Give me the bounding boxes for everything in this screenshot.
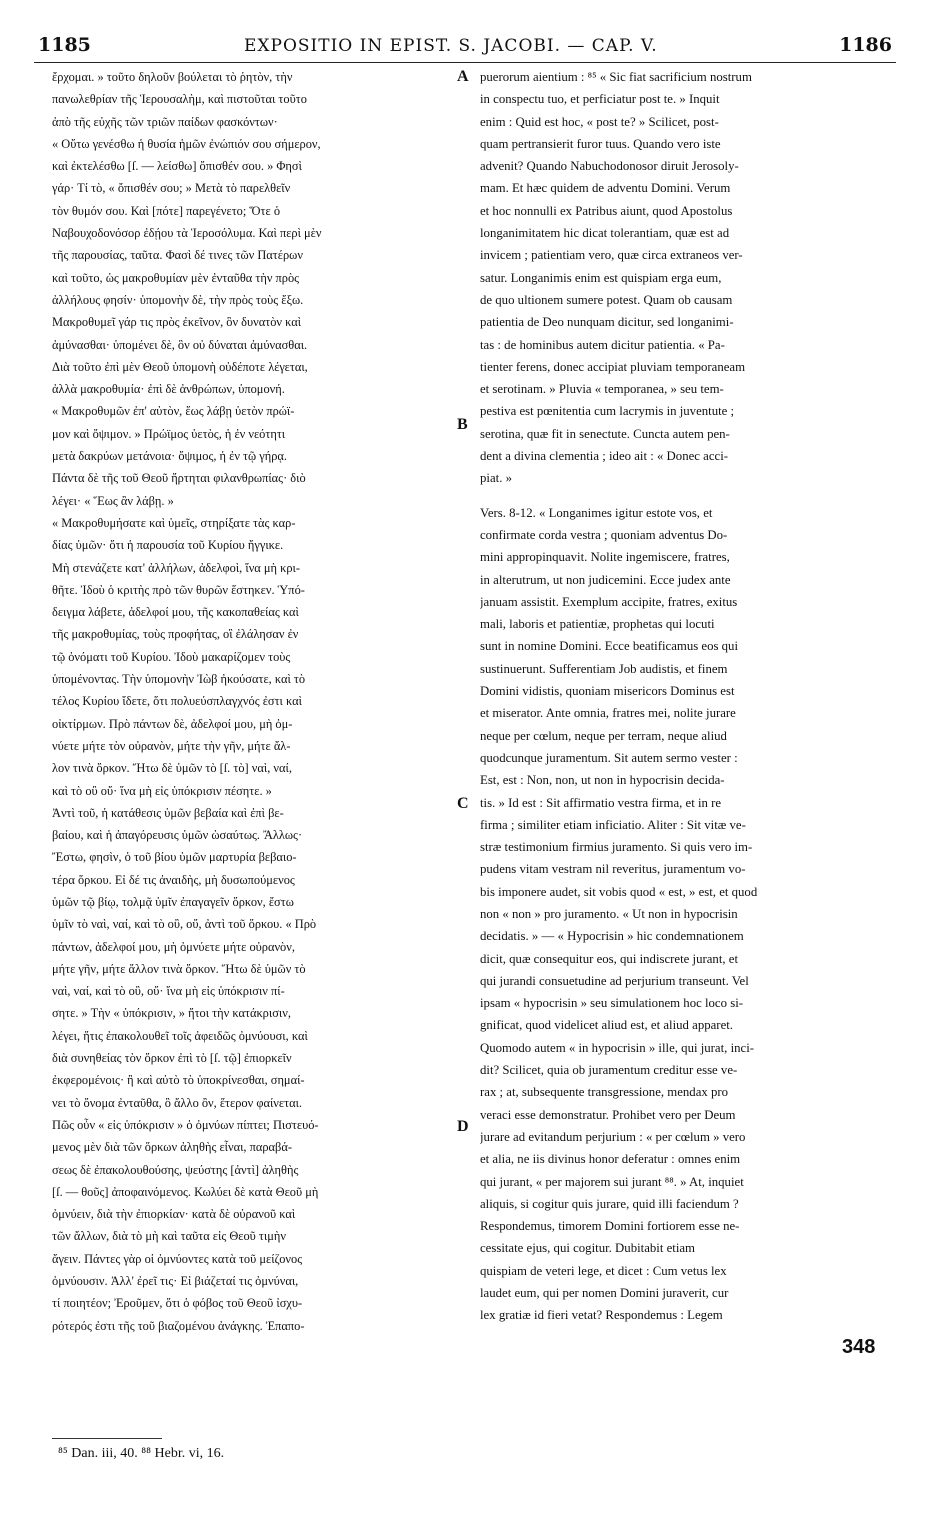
greek-text-line: τῶν ἄλλων, διὰ τὸ μὴ καὶ ταῦτα εἰς Θεοῦ τιμὴν <box>52 1229 286 1244</box>
greek-text-line: βαίου, καὶ ἡ ἀπαγόρευσις ὑμῶν ὡσαύτως. Ἄλλως· <box>52 828 303 843</box>
latin-text-line: dit? Scilicet, quia ob juramentum creditur esse ve- <box>480 1063 738 1078</box>
greek-text-line: ἀλλήλους φησίν· ὑπομονὴν δὲ, τὴν πρὸς τοὺς ἔξω. <box>52 292 304 307</box>
greek-text-line: μον καὶ ὄψιμον. » Πρώϊμος ὑετὸς, ἡ ἐν νεότητι <box>52 426 286 441</box>
margin-letter-a: A <box>457 68 469 85</box>
latin-text-line: Respondemus, timorem Domini fortiorem esse ne- <box>480 1219 740 1234</box>
page-number-right: 1186 <box>839 34 892 56</box>
latin-text-line: in conspectu tuo, et perficiatur post te. » Inquit <box>480 92 720 107</box>
latin-text-line: firma ; similiter etiam inficiatio. Aliter : Sit vitæ ve- <box>480 817 746 832</box>
greek-text-line: ρότερός ἐστι τῆς τοῦ βιαζομένου ἀνάγκης. Ἐπαπο- <box>52 1318 305 1333</box>
latin-text-line: tis. » Id est : Sit affirmatio vestra firma, et in re <box>480 795 722 810</box>
greek-text-line: θῆτε. Ἰδοὺ ὁ κριτὴς πρὸ τῶν θυρῶν ἕστηκεν. Ὑπό- <box>52 582 305 597</box>
latin-text-line: dicit, quæ consequitur eos, qui indiscrete jurant, et <box>480 951 739 966</box>
greek-text-line: νύετε μήτε τὸν οὐρανὸν, μήτε τὴν γῆν, μήτε ἄλ- <box>52 738 291 753</box>
latin-text-line: serotina, quæ fit in senectute. Cuncta autem pen- <box>480 426 730 441</box>
greek-text-line: Ἔστω, φησὶν, ὁ τοῦ βίου ὑμῶν μαρτυρία βεβαιο- <box>52 850 297 865</box>
footnotes: ⁸⁵ Dan. iii, 40. ⁸⁸ Hebr. vi, 16. <box>58 1446 225 1461</box>
latin-text-line: veraci esse demonstratur. Prohibet vero per Deum <box>480 1107 736 1122</box>
greek-text-line: τέρα ὅρκου. Εἰ δέ τις ἀναιδὴς, μὴ δυσωπούμενος <box>52 872 295 887</box>
column-number: 348 <box>842 1336 876 1358</box>
latin-text-line: qui jurant, « per majorem sui jurant ⁸⁸. » At, inquiet <box>480 1174 744 1189</box>
latin-text-line: Vers. 8-12. « Longanimes igitur estote vos, et <box>480 505 713 520</box>
latin-text-line: sustinuerunt. Sufferentiam Job audistis, et finem <box>480 661 728 676</box>
greek-text-line: λέγει· « Ἕως ἂν λάβῃ. » <box>52 493 174 508</box>
latin-text-line: Est, est : Non, non, ut non in hypocrisin decida- <box>480 773 725 788</box>
latin-text-line: tas : de hominibus autem dicitur patientia. « Pa- <box>480 337 725 352</box>
greek-column <box>52 66 460 1337</box>
latin-text-line: aliquis, si cogitur quis jurare, quid illi faciendum ? <box>480 1196 739 1211</box>
latin-text-line: et alia, ne iis divinus honor deferatur : omnes enim <box>480 1152 741 1167</box>
latin-text-line: Quomodo autem « in hypocrisin » ille, qui jurat, inci- <box>480 1040 755 1055</box>
greek-text-line: πάντων, ἀδελφοί μου, μὴ ὀμνύετε μήτε οὐρανὸν, <box>52 939 295 954</box>
greek-text-line: δειγμα λάβετε, ἀδελφοί μου, τῆς κακοπαθείας καὶ <box>52 605 299 620</box>
greek-text-line: καὶ ἐκτελέσθω [ſ. — λείσθω] ὄπισθέν σου. » Φησὶ <box>52 159 302 174</box>
latin-text-line: et hoc nonnulli ex Patribus aiunt, quod Apostolus <box>480 203 733 218</box>
latin-text-line: de quo ultionem sumere potest. Quam ob causam <box>480 292 733 307</box>
greek-text-line: ἀλλὰ μακροθυμία· ἐπὶ δὲ ἀνθρώπων, ὑπομονή. <box>52 382 285 397</box>
greek-text-line: οἰκτίρμων. Πρὸ πάντων δὲ, ἀδελφοί μου, μὴ ὀμ- <box>52 716 293 731</box>
latin-text-line: non « non » pro juramento. « Ut non in hypocrisin <box>480 906 738 921</box>
greek-text-line: γάρ· Τί τὸ, « ὄπισθέν σου; » Μετὰ τὸ παρελθεῖν <box>52 181 291 196</box>
greek-text-line: καὶ τοῦτο, ὡς μακροθυμίαν μὲν ἐνταῦθα τὴν πρὸς <box>52 270 300 285</box>
latin-text-line: pudens vitam vestram nil reveritus, juramentum vo- <box>480 862 746 877</box>
latin-text-line: invicem ; patientiam vero, quæ circa extraneos ver- <box>480 248 743 263</box>
latin-text-line: rax ; at, subsequente transgressione, mendax pro <box>480 1085 729 1100</box>
greek-text-line: μήτε γῆν, μήτε ἄλλον τινὰ ὅρκον. Ἤτω δὲ ὑμῶν τὸ <box>52 961 306 976</box>
greek-text-line: διὰ συνηθείας τὸν ὅρκον ἐπὶ τὸ [ſ. τῷ] ἐπιορκεῖν <box>52 1051 292 1066</box>
greek-text-line: Μακροθυμεῖ γάρ τις πρὸς ἐκεῖνον, ὃν δυνατὸν καὶ <box>52 315 302 330</box>
latin-text-line: confirmate corda vestra ; quoniam adventus Do- <box>480 527 728 542</box>
greek-text-line: Ἀντὶ τοῦ, ἡ κατάθεσις ὑμῶν βεβαία καὶ ἐπὶ βε- <box>52 805 284 820</box>
greek-text-line: καὶ τὸ οὒ οὔ· ἵνα μὴ εἰς ὑπόκρισιν πέσητε. » <box>52 783 272 798</box>
greek-text-line: μετὰ δακρύων μετάνοια· ὄψιμος, ἡ ἐν τῷ γήρᾳ. <box>52 449 287 464</box>
greek-text-line: ὑμῖν τὸ ναὶ, ναί, καὶ τὸ οὒ, οὔ, ἀντὶ τοῦ ὅρκου. « Πρὸ <box>52 917 317 932</box>
latin-text-line: pestiva est pœnitentia cum lacrymis in juventute ; <box>480 404 735 419</box>
latin-text-line: gnificat, quod videlicet aliud est, et aliud apparet. <box>480 1018 734 1033</box>
greek-text-line: τῆς μακροθυμίας, τοὺς προφήτας, οἳ ἐλάλησαν ἐν <box>52 627 299 642</box>
greek-text-line: [ſ. — θοῦς] ἀποφαινόμενος. Κωλύει δὲ κατὰ Θεοῦ μὴ <box>52 1184 319 1199</box>
latin-text-line: stræ testimonium firmius juramento. Si quis vero im- <box>480 840 753 855</box>
greek-text-line: « Μακροθυμῶν ἐπ' αὐτὸν, ἕως λάβῃ ὑετὸν πρώϊ- <box>52 404 295 419</box>
latin-text-line: dent a divina clementia ; ideo ait : « Donec acci- <box>480 449 729 464</box>
page-number-left: 1185 <box>38 34 91 56</box>
latin-text-line: quam pertransierit furor tuus. Quando vero iste <box>480 136 721 151</box>
greek-text-line: σεως δὲ ἐπακολουθούσης, ψεύστης [ἀντὶ] ἀληθὴς <box>52 1162 299 1177</box>
latin-text-line: tienter ferens, donec accipiat pluviam temporaneam <box>480 359 746 374</box>
greek-text-line: Πάντα δὲ τῆς τοῦ Θεοῦ ἤρτηται φιλανθρωπίας· διὸ <box>52 471 306 486</box>
latin-text-line: bis imponere audet, sit vobis quod « est, » est, et quod <box>480 884 758 899</box>
greek-text-line: ἔρχομαι. » τοῦτο δηλοῦν βούλεται τὸ ῥητὸν, τὴν <box>52 70 293 84</box>
running-title: EXPOSITIO IN EPIST. S. JACOBI. — CAP. V. <box>244 36 658 56</box>
greek-text-line: σητε. » Τὴν « ὑπόκρισιν, » ἤτοι τὴν κατάκρισιν, <box>52 1006 291 1021</box>
greek-text-line: λέγει, ἥτις ἐπακολουθεῖ τοῖς ἀφειδῶς ὀμνύουσι, καὶ <box>52 1028 308 1043</box>
latin-text-line: quispiam de veteri lege, et dicet : Cum vetus lex <box>480 1263 727 1278</box>
greek-text-line: νει τὸ ὄνομα ἐνταῦθα, ὃ ἄλλο ὂν, ἕτερον φαίνεται. <box>52 1095 303 1110</box>
margin-letter-b: B <box>457 416 468 433</box>
greek-text-line: Πῶς οὖν « εἰς ὑπόκρισιν » ὁ ὀμνύων πίπτει; Πιστευό- <box>52 1117 319 1132</box>
greek-text-line: Ναβουχοδονόσορ ἐδῄου τὰ Ἱεροσόλυμα. Καὶ περὶ μὲν <box>52 226 322 241</box>
latin-text-line: laudet eum, qui per nomen Domini juraverit, cur <box>480 1286 729 1301</box>
latin-text-line: qui jurandi consuetudine ad perjurium transeunt. Vel <box>480 973 749 988</box>
greek-text-line: τῆς παρουσίας, ταῦτα. Φασὶ δέ τινες τῶν Πατέρων <box>52 248 303 263</box>
latin-text-line: Domini vidistis, quoniam misericors Dominus est <box>480 684 735 699</box>
latin-text-line <box>480 490 892 502</box>
latin-text-line: puerorum aientium : ⁸⁵ « Sic fiat sacrificium nostrum <box>480 70 752 84</box>
greek-text-line: ἀμύνασθαι· ὑπομένει δὲ, ὃν οὐ δύναται ἀμύνασθαι. <box>52 337 308 352</box>
greek-text-line: πανωλεθρίαν τῆς Ἱερουσαλὴμ, καὶ πιστοῦται τοῦτο <box>52 92 307 107</box>
latin-text-line: in alterutrum, ut non judicemini. Ecce judex ante <box>480 572 731 587</box>
latin-text-line: mini appropinquavit. Nolite ingemiscere, fratres, <box>480 550 730 565</box>
margin-letter-d: D <box>457 1118 469 1135</box>
latin-text-line: mali, laboris et patientiæ, prophetas qui locuti <box>480 617 715 632</box>
greek-text-line: Μὴ στενάζετε κατ' ἀλλήλων, ἀδελφοὶ, ἵνα μὴ κρι- <box>52 560 300 575</box>
latin-text-line: mam. Et hæc quidem de adventu Domini. Verum <box>480 181 731 196</box>
greek-text-line: ἀπὸ τῆς εὐχῆς τῶν τριῶν παίδων φασκόντων· <box>52 114 278 129</box>
greek-text-line: « Οὕτω γενέσθω ἡ θυσία ἡμῶν ἐνώπιόν σου σήμερον, <box>52 136 321 151</box>
latin-text-line: longanimitatem hic dicat tolerantiam, quæ est ad <box>480 226 730 241</box>
greek-text-line: ὑπομένοντας. Τὴν ὑπομονὴν Ἰὼβ ἠκούσατε, καὶ τὸ <box>52 672 306 687</box>
greek-text-line: λον τινὰ ὅρκον. Ἤτω δὲ ὑμῶν τὸ [ſ. τὸ] ναὶ, ναί, <box>52 761 292 776</box>
latin-text-line: piat. » <box>480 471 512 486</box>
latin-text-line: et miserator. Ante omnia, fratres mei, nolite jurare <box>480 706 736 721</box>
latin-text-line: enim : Quid est hoc, « post te? » Scilicet, post- <box>480 114 719 129</box>
greek-text-line: ἄγειν. Πάντες γὰρ οἱ ὀμνύοντες κατὰ τοῦ μείζονος <box>52 1251 303 1266</box>
latin-text-line: patientia de Deo nunquam dicitur, sed longanimi- <box>480 315 734 330</box>
greek-text-line: τέλος Κυρίου ἴδετε, ὅτι πολυεύσπλαγχνός ἐστι καὶ <box>52 694 302 709</box>
greek-text-line: Διὰ τοῦτο ἐπὶ μὲν Θεοῦ ὑπομονὴ οὐδέποτε λέγεται, <box>52 359 308 374</box>
greek-text-line: ναὶ, ναί, καὶ τὸ οὒ, οὔ· ἵνα μὴ εἰς ὑπόκρισιν πί- <box>52 984 285 999</box>
latin-text-line: decidatis. » — « Hypocrisin » hic condemnationem <box>480 929 744 944</box>
latin-column <box>480 66 892 1327</box>
latin-text-line: lex gratiæ id fieri vetat? Respondemus : Legem <box>480 1308 723 1323</box>
latin-text-line: jurare ad evitandum perjurium : « per cœlum » vero <box>480 1129 746 1144</box>
latin-text-line: advenit? Quando Nabuchodonosor diruit Jerosoly- <box>480 159 739 174</box>
latin-text-line: ipsam « hypocrisin » seu simulationem hoc loco si- <box>480 996 744 1011</box>
latin-text-line: januam assistit. Exemplum accipite, fratres, exitus <box>480 594 738 609</box>
latin-text-line: satur. Longanimis enim est quispiam erga eum, <box>480 270 722 285</box>
greek-text-line: τὸν θυμόν σου. Καὶ [πότε] παρεγένετο; Ὅτε ὁ <box>52 203 281 218</box>
greek-text-line: ὀμνύουσιν. Ἀλλ' ἐρεῖ τις· Εἰ βιάζεταί τις ὀμνύναι, <box>52 1274 299 1289</box>
latin-text-line: neque per cœlum, neque per terram, neque aliud <box>480 728 727 743</box>
greek-text-line: ὑμῶν τῷ βίῳ, τολμᾷ ὑμῖν ἐπαγαγεῖν ὅρκον, ἔστω <box>52 894 294 909</box>
greek-text-line: τί ποιητέον; Ἐροῦμεν, ὅτι ὁ φόβος τοῦ Θεοῦ ἰσχυ- <box>52 1296 303 1311</box>
greek-text-line: μενος μὲν διὰ τῶν ὅρκων ἀληθὴς εἶναι, παραβά- <box>52 1140 292 1155</box>
footnote-rule <box>52 1438 162 1439</box>
page-header <box>34 34 896 63</box>
latin-text-line: cessitate ejus, qui cogitur. Dubitabit etiam <box>480 1241 696 1256</box>
greek-text-line: δίας ὑμῶν· ὅτι ἡ παρουσία τοῦ Κυρίου ἤγγικε. <box>52 538 284 553</box>
latin-text-line: quodcunque juramentum. Sit autem sermo vester : <box>480 750 738 765</box>
greek-text-line: « Μακροθυμήσατε καὶ ὑμεῖς, στηρίξατε τὰς καρ- <box>52 515 296 530</box>
greek-text-line: τῷ ὀνόματι τοῦ Κυρίου. Ἰδοὺ μακαρίζομεν τοὺς <box>52 649 291 664</box>
greek-text-line: ὀμνύειν, διὰ τὴν ἐπιορκίαν· κατὰ δὲ οὐρανοῦ καὶ <box>52 1207 296 1222</box>
latin-text-line: et serotinam. » Pluvia « temporanea, » seu tem- <box>480 382 724 397</box>
margin-letter-c: C <box>457 795 469 812</box>
greek-text-line: ἐκφερομένοις· ἢ καὶ αὐτὸ τὸ ὑποκρίνεσθαι, σημαί- <box>52 1073 305 1088</box>
latin-text-line: sunt in nomine Domini. Ecce beatificamus eos qui <box>480 639 739 654</box>
